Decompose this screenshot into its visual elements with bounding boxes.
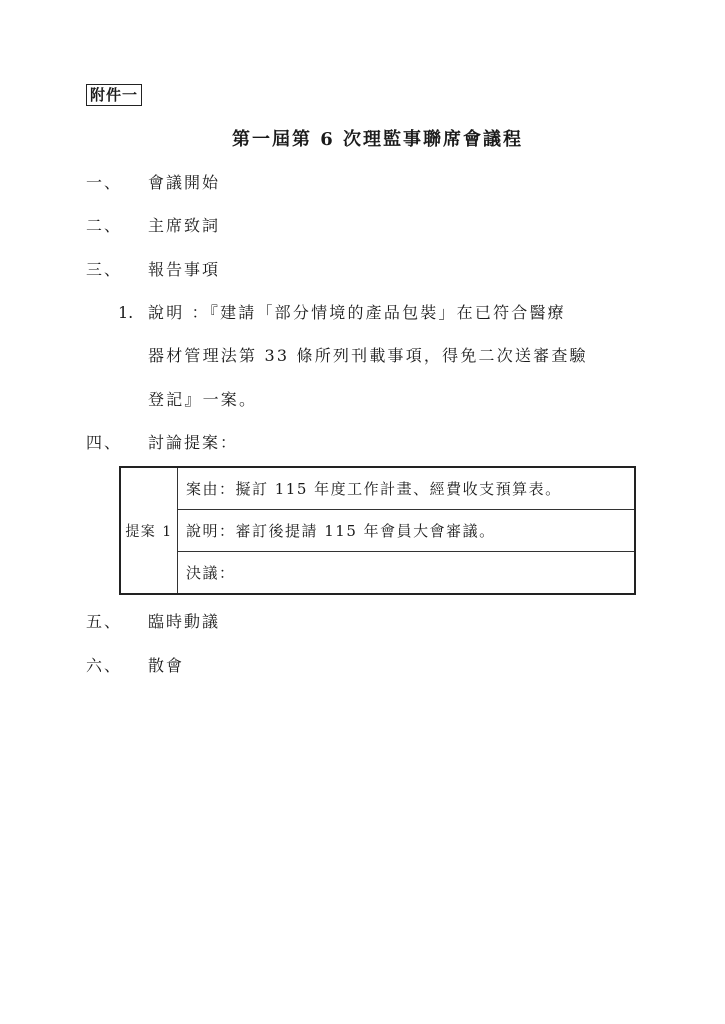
proposal-reason: 案由：擬訂 115 年度工作計畫、經費收支預算表。 (178, 467, 636, 510)
agenda-text: 會議開始 (148, 173, 221, 192)
agenda-number: 六、 (86, 656, 123, 675)
attachment-label: 附件一 (86, 84, 142, 106)
report-line-2: 器材管理法第 33 條所列刊載事項，得免二次送審查驗 (148, 346, 588, 365)
table-row (120, 467, 635, 510)
proposal-table (119, 466, 636, 595)
report-line-1: 說明 ：『建請「部分情境的產品包裝」在已符合醫療 (148, 303, 566, 322)
agenda-text: 主席致詞 (148, 216, 221, 235)
agenda-item-3 (86, 259, 220, 281)
agenda-item-2 (86, 215, 220, 237)
proposal-resolution: 決議： (178, 552, 636, 595)
agenda-text: 散會 (148, 656, 185, 675)
agenda-text: 討論提案： (148, 433, 239, 452)
agenda-item-6 (86, 655, 184, 677)
agenda-item-4 (86, 432, 238, 454)
proposal-label: 提案 1 (120, 467, 178, 594)
agenda-text: 報告事項 (148, 260, 221, 279)
agenda-item-5 (86, 611, 220, 633)
report-item-1 (118, 302, 566, 324)
table-row (120, 552, 635, 595)
agenda-number: 四、 (86, 433, 123, 452)
agenda-item-1 (86, 172, 220, 194)
agenda-number: 二、 (86, 216, 123, 235)
proposal-explanation: 說明：審訂後提請 115 年會員大會審議。 (178, 510, 636, 552)
agenda-number: 三、 (86, 260, 123, 279)
agenda-number: 一、 (86, 173, 123, 192)
report-number: 1. (118, 303, 134, 322)
agenda-text: 臨時動議 (148, 612, 221, 631)
table-row (120, 510, 635, 552)
agenda-number: 五、 (86, 612, 123, 631)
report-line-3: 登記』一案。 (148, 390, 258, 409)
page-title: 第一屆第 6 次理監事聯席會議程 (231, 129, 524, 150)
